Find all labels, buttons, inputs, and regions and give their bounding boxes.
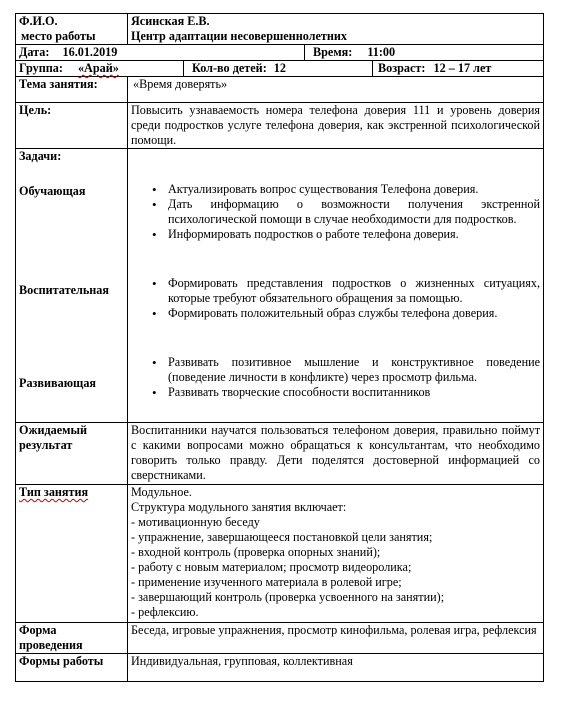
educational-task-item: • Формировать положительный образ службы телефона доверия. bbox=[168, 306, 540, 321]
topic-value: «Время доверять» bbox=[133, 77, 228, 91]
teacher-name: Ясинская Е.В. bbox=[131, 14, 210, 28]
goal-value: Повысить узнаваемость номера телефона доверия 111 и уровень доверия среди подростков услуге телефона доверия, как экстренной психологической помощи. bbox=[128, 103, 544, 149]
time-cell bbox=[305, 45, 544, 61]
time-value: 11:00 bbox=[367, 45, 396, 59]
lesson-type-content bbox=[128, 485, 544, 623]
header-row-teacher bbox=[16, 14, 544, 45]
lesson-type-row bbox=[16, 485, 544, 623]
developing-task-item: • Развивать позитивное мышление и конструктивное поведение (поведение личности в конфликте) через просмотр фильма. bbox=[168, 355, 540, 385]
lesson-type-line: - применение изученного материала в ролевой игре; bbox=[131, 575, 402, 589]
lesson-type-line: - упражнение, завершающееся постановкой цели занятия; bbox=[131, 530, 433, 544]
teaching-task-item: • Информировать подростков о работе телефона доверия. bbox=[168, 227, 540, 242]
place-label: место работы bbox=[21, 29, 96, 43]
developing-task-list bbox=[131, 355, 540, 400]
educational-task-item: • Формировать представления подростков о жизненных ситуациях, которые требуют обязательного обращения за помощью. bbox=[168, 276, 540, 306]
topic-label: Тема занятия: bbox=[16, 77, 128, 103]
work-forms-label: Формы работы bbox=[16, 654, 128, 682]
result-label-line1: Ожидаемый bbox=[19, 423, 87, 437]
work-forms-value: Индивидуальная, групповая, коллективная bbox=[128, 654, 544, 682]
tasks-label-cell bbox=[16, 149, 128, 423]
kids-cell bbox=[184, 61, 373, 77]
age-cell bbox=[373, 61, 544, 77]
lesson-type-line: Структура модульного занятия включает: bbox=[131, 500, 347, 514]
result-label-line2: результат bbox=[19, 438, 73, 452]
topic-row bbox=[16, 77, 544, 103]
age-label: Возраст: bbox=[378, 61, 426, 75]
date-cell bbox=[16, 45, 305, 61]
form-row bbox=[16, 623, 544, 654]
form-label-line1: Форма bbox=[19, 623, 57, 637]
lesson-type-line: - завершающий контроль (проверка усвоенного на занятии); bbox=[131, 590, 445, 604]
kids-label: Кол-во детей: bbox=[192, 61, 267, 75]
teaching-task-item: • Актуализировать вопрос существования Телефона доверия. bbox=[168, 182, 540, 197]
group-cell bbox=[16, 61, 184, 77]
age-value: 12 – 17 лет bbox=[433, 61, 492, 75]
goal-row bbox=[16, 103, 544, 149]
workplace: Центр адаптации несовершеннолетних bbox=[131, 29, 348, 43]
kids-value: 12 bbox=[273, 61, 286, 75]
result-row bbox=[16, 423, 544, 485]
group-label: Группа: bbox=[19, 61, 63, 75]
topic-value-cell bbox=[128, 77, 544, 103]
result-label-cell bbox=[16, 423, 128, 485]
lesson-plan-table bbox=[15, 13, 544, 682]
educational-label: Воспитательная bbox=[19, 283, 109, 297]
educational-task-list bbox=[131, 276, 540, 321]
date-value: 16.01.2019 bbox=[62, 45, 118, 59]
result-value: Воспитанники научатся пользоваться телефоном доверия, правильно поймут с какими вопросами можно обращаться к консультантам, что необходимо говорить только правду. Дети поделятся достоверной информацией со сверстниками. bbox=[128, 423, 544, 485]
teaching-label: Обучающая bbox=[19, 184, 86, 198]
form-label-cell bbox=[16, 623, 128, 654]
teacher-cell bbox=[128, 14, 544, 45]
lesson-type-line: - рефлексию. bbox=[131, 605, 199, 619]
tasks-label: Задачи: bbox=[19, 149, 62, 163]
teaching-task-list bbox=[131, 182, 540, 242]
fio-label: Ф.И.О. bbox=[19, 14, 58, 28]
form-value: Беседа, игровые упражнения, просмотр кинофильма, ролевая игра, рефлексия bbox=[128, 623, 544, 654]
teaching-task-item: • Дать информацию о возможности получения экстренной психологической помощи в случае необходимости для подростков. bbox=[168, 197, 540, 227]
date-label: Дата: bbox=[19, 45, 50, 59]
developing-task-item: • Развивать творческие способности воспитанников bbox=[168, 385, 540, 400]
header-row-group bbox=[16, 61, 544, 77]
fio-label-cell bbox=[16, 14, 128, 45]
lesson-type-line: Модульное. bbox=[131, 485, 192, 499]
lesson-type-line: - работу с новым материалом; просмотр видеоролика; bbox=[131, 560, 412, 574]
header-row-datetime bbox=[16, 45, 544, 61]
work-forms-row bbox=[16, 654, 544, 682]
lesson-type-line: - мотивационную беседу bbox=[131, 515, 260, 529]
goal-label: Цель: bbox=[16, 103, 128, 149]
tasks-content-cell bbox=[128, 149, 544, 423]
lesson-type-label: Тип занятия bbox=[19, 485, 89, 499]
form-label-line2: проведения bbox=[19, 638, 83, 652]
developing-label: Развивающая bbox=[19, 376, 97, 390]
group-value: «Арай» bbox=[77, 61, 119, 75]
lesson-type-line: - входной контроль (проверка опорных знаний); bbox=[131, 545, 381, 559]
time-label: Время: bbox=[313, 45, 353, 59]
lesson-type-label-cell bbox=[16, 485, 128, 623]
tasks-row bbox=[16, 149, 544, 423]
